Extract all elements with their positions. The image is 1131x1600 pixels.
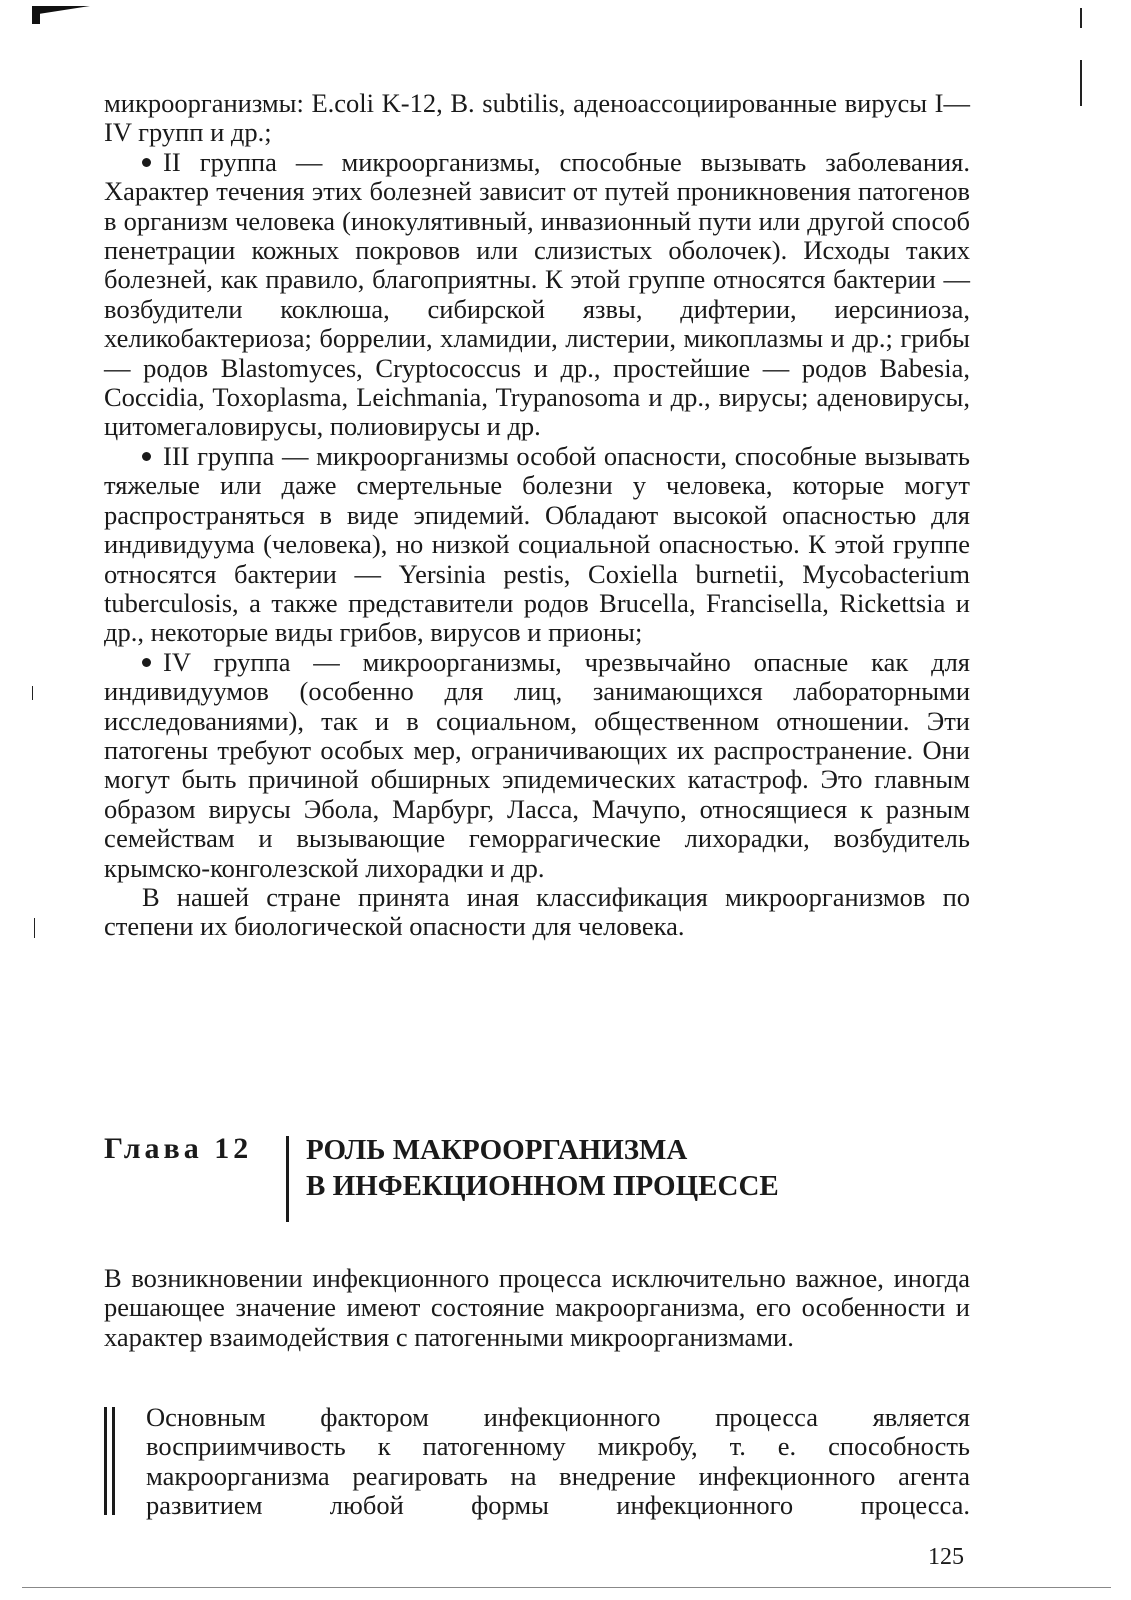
bullet-icon (142, 158, 151, 167)
callout-bar (104, 1407, 107, 1515)
callout-bar (112, 1407, 115, 1515)
chapter-title-line: В ИНФЕКЦИОННОМ ПРОЦЕССЕ (306, 1170, 779, 1202)
scan-edge-mark (1080, 60, 1082, 106)
bullet-icon (142, 658, 151, 667)
body-text (104, 89, 970, 942)
chapter-label: Глава 12 (104, 1132, 253, 1165)
bullet-item-group-2 (104, 148, 970, 442)
chapter-intro (104, 1264, 970, 1352)
bullet-item-group-4 (104, 648, 970, 883)
paragraph-classification (104, 883, 970, 942)
chapter-heading (104, 1132, 970, 1232)
paragraph-text: IV группа — микроорганизмы, чрезвычайно опасные как для индивидуумов (особенно для лиц, занимающихся лабораторными исследованиями), так и в социальном, общественном отношении. Эти патогены требуют особых мер, ограничивающих их распространение. Они могут быть причиной обширных эпидемических катастроф. Это главным образом вирусы Эбола, Марбург, Ласса, Мачупо, относящиеся к разным семействам и вызывающие геморрагические лихорадки, возбудитель крымско-конголезской лихорадки и др. (104, 646, 970, 883)
paragraph-continued (104, 89, 970, 148)
callout-paragraph: Основным фактором инфекционного процесса является восприимчивость к патогенному микробу, т. е. способность макроорганизма реагировать на внедрение инфекционного агента развитием любой формы инфекционного процесса. (146, 1402, 970, 1521)
bullet-icon (142, 452, 151, 461)
chapter-title (306, 1132, 779, 1204)
paragraph-text: В нашей стране принята иная классификация микроорганизмов по степени их биологической опасности для человека. (104, 881, 970, 942)
scan-edge-mark (34, 918, 35, 938)
scan-edge-mark (1080, 8, 1082, 28)
scan-edge-mark (32, 686, 33, 700)
bullet-item-group-3 (104, 442, 970, 648)
page-number: 125 (928, 1544, 964, 1570)
chapter-divider (286, 1136, 289, 1222)
chapter-title-line: РОЛЬ МАКРООРГАНИЗМА (306, 1134, 688, 1166)
paragraph-text: III группа — микроорганизмы особой опасности, способные вызывать тяжелые или даже смертельные болезни у человека, которые могут распространяться в виде эпидемий. Обладают высокой опасностью для индивидуума (человека), но низкой социальной опасностью. К этой группе относятся бактерии — Yersinia pestis, Coxiella burnetii, Mycobacterium tuberculosis, а также представители родов Brucella, Francisella, Rickettsia и др., некоторые виды грибов, вирусов и прионы; (104, 440, 970, 648)
paragraph-text: микроорганизмы: E.coli K-12, B. subtilis, аденоассоциированные вирусы I—IV групп и др.; (104, 88, 970, 148)
scan-corner-mark (32, 6, 90, 15)
intro-paragraph: В возникновении инфекционного процесса исключительно важное, иногда решающее значение имеют состояние макроорганизма, его особенности и характер взаимодействия с патогенными микроорганизмами. (104, 1263, 970, 1352)
page-bottom-edge (22, 1587, 1111, 1588)
paragraph-text: II группа — микроорганизмы, способные вызывать заболевания. Характер течения этих болезней зависит от путей проникновения патогенов в организм человека (инокулятивный, инвазионный пути или другой способ пенетрации кожных покровов или слизистых оболочек). Исходы таких болезней, как правило, благоприятны. К этой группе относятся бактерии — возбудители коклюша, сибирской язвы, дифтерии, иерсиниоза, хеликобактериоза; боррелии, хламидии, листерии, микоплазмы и др.; грибы — родов Blastomyces, Cryptococcus и др., простейшие — родов Babesia, Coccidia, Toxoplasma, Leichmania, Trypanosoma и др., вирусы; аденовирусы, цитомегаловирусы, полиовирусы и др. (104, 146, 970, 442)
callout-text (146, 1403, 970, 1521)
key-statement (104, 1403, 970, 1521)
